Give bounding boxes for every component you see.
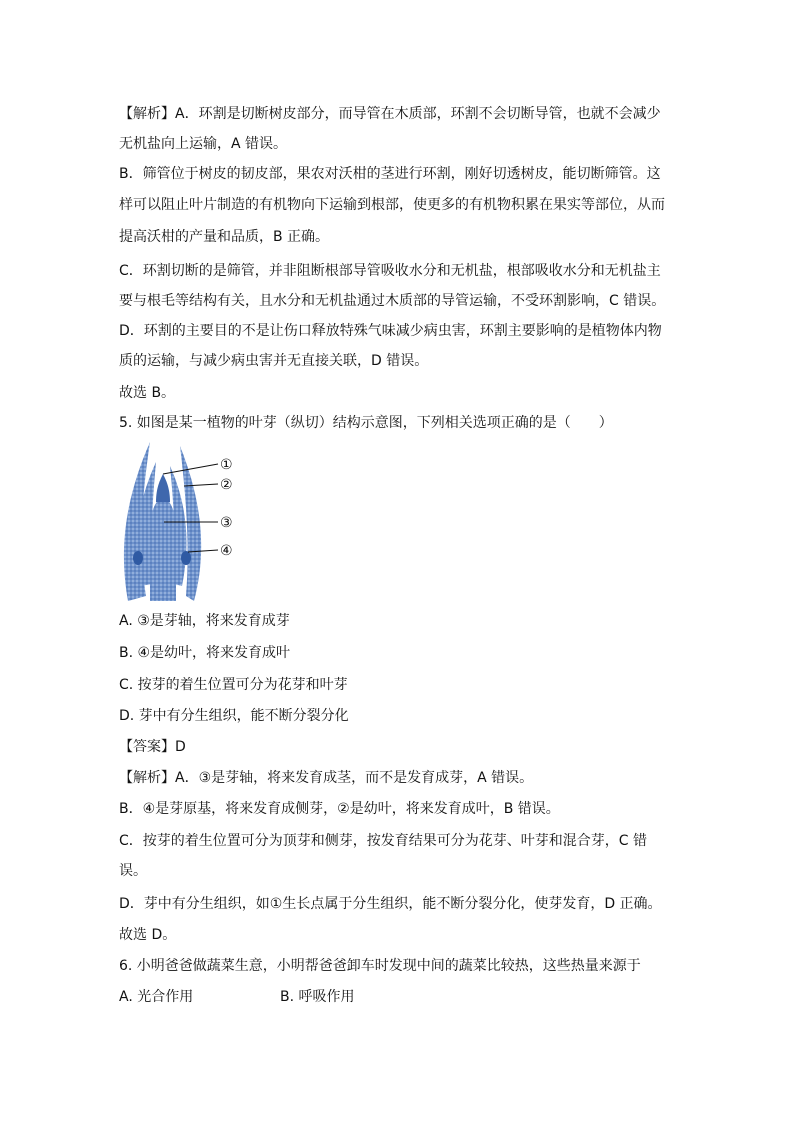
q6-option-b: B. 呼吸作用: [280, 989, 355, 1005]
question-5-stem: 5. 如图是某一植物的叶芽（纵切）结构示意图，下列相关选项正确的是（ ）: [119, 415, 613, 431]
figure-label-3: ③: [220, 515, 233, 531]
analysis-line: D．芽中有分生组织，如①生长点属于分生组织，能不断分裂分化，使芽发育，D 正确。: [119, 896, 662, 912]
analysis-line: 误。: [119, 863, 147, 879]
leaf-bud-diagram: [116, 436, 256, 604]
conclusion-text: 故选 B。: [119, 385, 176, 401]
figure-label-2: ②: [220, 477, 233, 493]
bud-axis: [149, 498, 176, 601]
option-a: A. ③是芽轴，将来发育成芽: [119, 613, 290, 629]
analysis-line: 质的运输，与减少病虫害并无直接关联，D 错误。: [119, 353, 429, 369]
q6-option-a: A. 光合作用: [119, 989, 194, 1005]
option-c: C. 按芽的着生位置可分为花芽和叶芽: [119, 677, 348, 693]
option-d: D. 芽中有分生组织，能不断分裂分化: [119, 708, 349, 724]
analysis-line: B．④是芽原基，将来发育成侧芽，②是幼叶，将来发育成叶，B 错误。: [119, 801, 560, 817]
analysis-line: 【解析】A．③是芽轴，将来发育成茎，而不是发育成芽，A 错误。: [119, 770, 534, 786]
analysis-line: C．环割切断的是筛管，并非阻断根部导管吸收水分和无机盐，根部吸收水分和无机盐主: [119, 263, 661, 279]
analysis-line: B．筛管位于树皮的韧皮部，果农对沃柑的茎进行环割，刚好切透树皮，能切断筛管。这: [119, 166, 661, 182]
figure-label-1: ①: [220, 457, 233, 473]
analysis-line: 【解析】A．环割是切断树皮部分，而导管在木质部，环割不会切断导管，也就不会减少: [119, 106, 661, 122]
figure-label-4: ④: [220, 543, 233, 559]
option-b: B. ④是幼叶，将来发育成叶: [119, 645, 291, 661]
question-6-stem: 6. 小明爸爸做蔬菜生意，小明帮爸爸卸车时发现中间的蔬菜比较热，这些热量来源于: [119, 958, 641, 974]
analysis-line: 要与根毛等结构有关，且水分和无机盐通过木质部的导管运输，不受环割影响，C 错误。: [119, 293, 666, 309]
answer-text: 【答案】D: [119, 739, 186, 755]
conclusion-text: 故选 D。: [119, 927, 177, 943]
analysis-line: 无机盐向上运输，A 错误。: [119, 136, 288, 152]
analysis-line: 样可以阻止叶片制造的有机物向下运输到根部，使更多的有机物积累在果实等部位，从而: [119, 197, 665, 213]
analysis-line: C．按芽的着生位置可分为顶芽和侧芽，按发育结果可分为花芽、叶芽和混合芽，C 错: [119, 833, 647, 849]
analysis-line: D．环割的主要目的不是让伤口释放特殊气味减少病虫害，环割主要影响的是植物体内物: [119, 323, 662, 339]
analysis-line: 提高沃柑的产量和品质，B 正确。: [119, 229, 330, 245]
